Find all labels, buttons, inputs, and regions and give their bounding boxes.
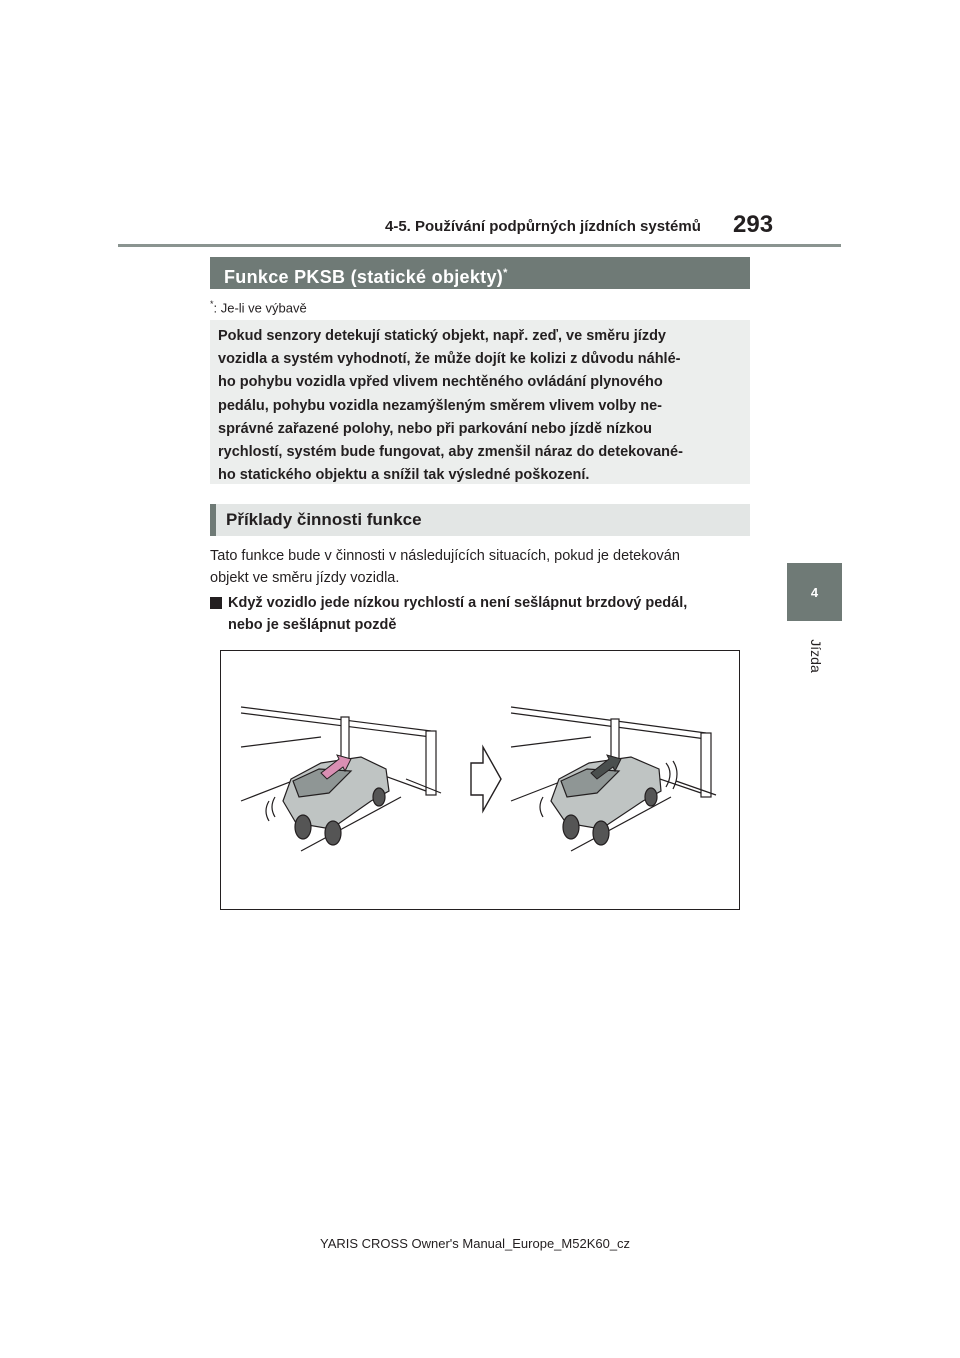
section-title-bar bbox=[210, 257, 750, 289]
footer: YARIS CROSS Owner's Manual_Europe_M52K60_cz bbox=[320, 1236, 631, 1251]
header-rule bbox=[118, 244, 841, 247]
intro-line: rychlostí, systém bude fungovat, aby zmenšil náraz do detekované- bbox=[218, 444, 683, 461]
intro-line: ho statického objektu a snížil tak výsledné poškození. bbox=[218, 467, 590, 484]
square-bullet-icon bbox=[210, 597, 222, 609]
section-header: 4-5. Používání podpůrných jízdních systémů bbox=[385, 218, 701, 235]
footnote-text: : Je-li ve výbavě bbox=[213, 300, 307, 316]
body-line: Tato funkce bude v činnosti v následujících situacích, pokud je detekován bbox=[210, 548, 680, 564]
footnote bbox=[210, 299, 307, 315]
body-line: objekt ve směru jízdy vozidla. bbox=[210, 570, 400, 586]
intro-line: vozidla a systém vyhodnotí, že může dojít ke kolizi z důvodu náhlé- bbox=[218, 351, 681, 368]
bullet-heading bbox=[210, 592, 750, 636]
intro-line: pedálu, pohybu vozidla nezamýšleným směrem vlivem volby ne- bbox=[218, 397, 663, 414]
intro-line: Pokud senzory detekují statický objekt, např. zeď, ve směru jízdy bbox=[218, 328, 666, 344]
bullet-line: nebo je sešlápnut pozdě bbox=[228, 617, 397, 633]
right-scene bbox=[511, 707, 716, 851]
footnote-marker: * bbox=[210, 299, 214, 309]
illustration-frame bbox=[220, 650, 740, 910]
title-footnote-marker: * bbox=[503, 267, 508, 279]
transition-arrow-icon bbox=[471, 747, 501, 811]
section-title: Funkce PKSB (statické objekty) bbox=[224, 267, 504, 287]
car-wall-illustration bbox=[221, 651, 739, 909]
body-text bbox=[210, 545, 750, 589]
intro-line: ho pohybu vozidla vpřed vlivem nechtěného ovládání plynového bbox=[218, 374, 663, 391]
chapter-tab: 4 bbox=[787, 563, 842, 621]
page-number: 293 bbox=[733, 211, 774, 238]
intro-box bbox=[210, 320, 750, 484]
bullet-line: Když vozidlo jede nízkou rychlostí a není sešlápnut brzdový pedál, bbox=[228, 595, 688, 611]
subtitle-bar: Příklady činnosti funkce bbox=[210, 504, 750, 536]
left-scene bbox=[241, 707, 441, 851]
intro-line: správné zařazené polohy, nebo při parkování nebo jízdě nízkou bbox=[218, 420, 653, 437]
chapter-label: Jízda bbox=[808, 639, 824, 673]
